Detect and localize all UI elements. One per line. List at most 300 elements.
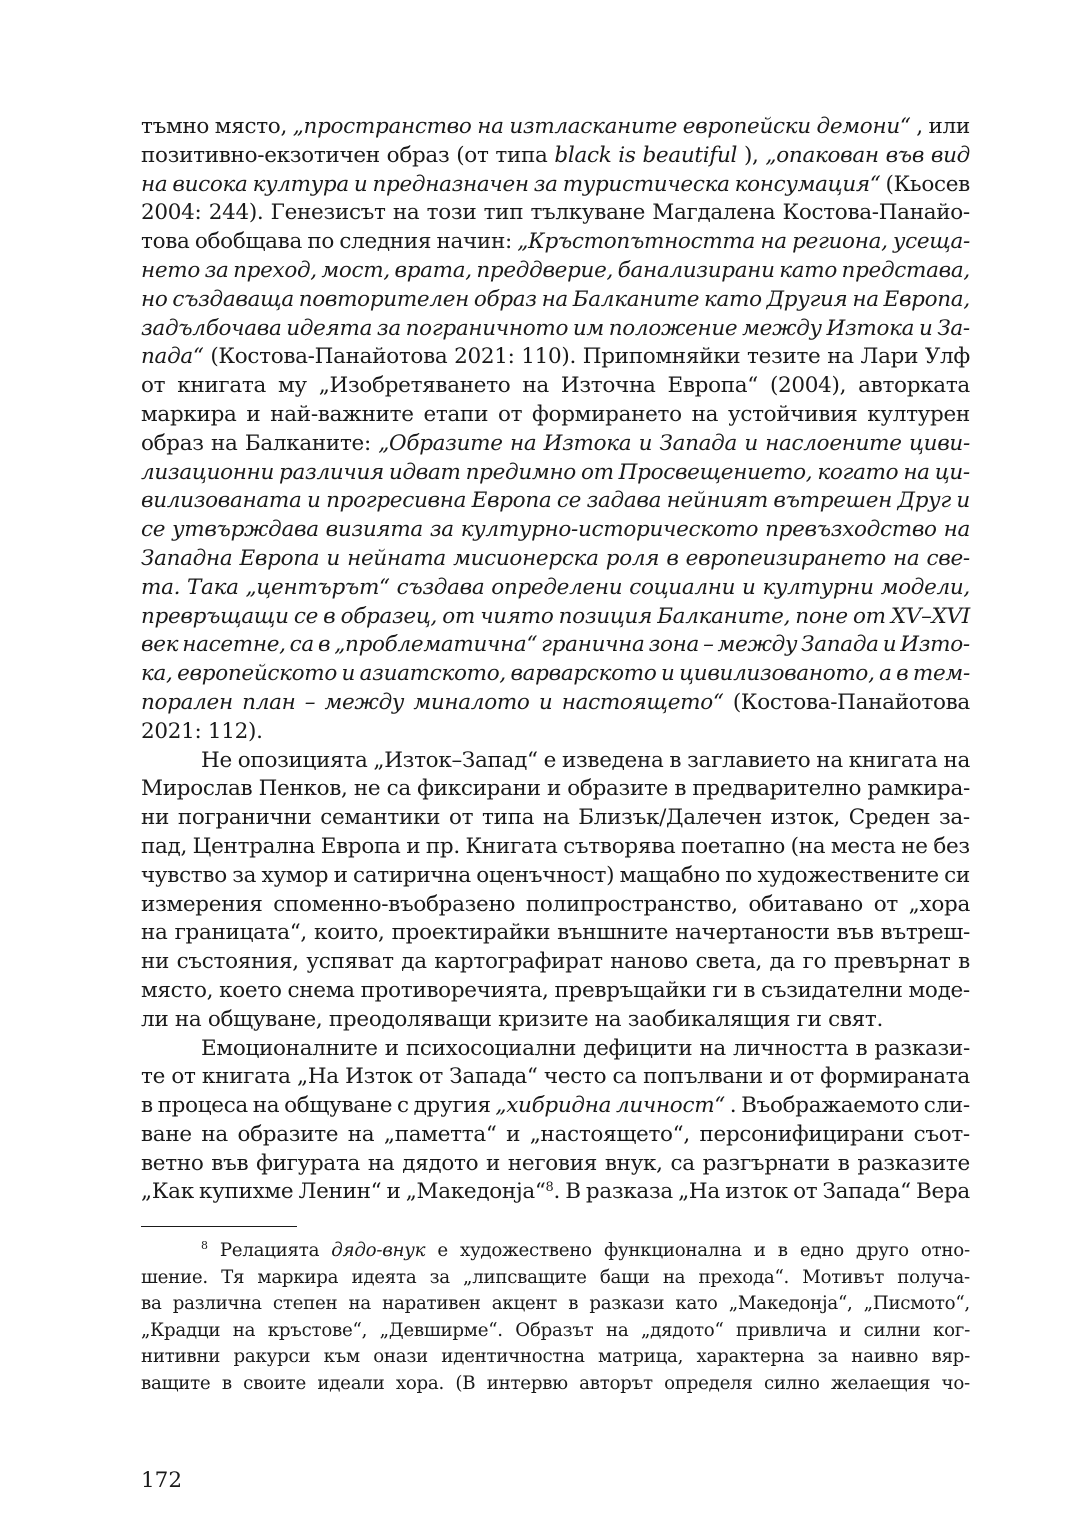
body-word: света, bbox=[695, 949, 763, 975]
body-line bbox=[141, 775, 970, 804]
body-word: на bbox=[541, 286, 568, 312]
footnote-word: на bbox=[232, 1319, 256, 1341]
body-line bbox=[141, 315, 970, 344]
body-word: висока bbox=[172, 171, 248, 197]
footnote-word: „Писмото“, bbox=[863, 1293, 970, 1314]
body-word: да bbox=[769, 949, 796, 975]
body-line bbox=[141, 833, 970, 862]
body-word: в bbox=[855, 1035, 868, 1061]
body-word: в bbox=[317, 632, 331, 658]
body-word: Емоционалните bbox=[201, 1035, 378, 1061]
body-word: вътрешен bbox=[773, 488, 892, 514]
body-word: на bbox=[943, 517, 970, 543]
body-word: предварително bbox=[692, 776, 862, 802]
footnote-line bbox=[141, 1344, 970, 1371]
body-word: Друг bbox=[897, 488, 951, 514]
body-word: и bbox=[386, 1179, 401, 1205]
footnote-word: желаещия bbox=[831, 1372, 931, 1394]
body-word: на bbox=[903, 459, 930, 485]
footnote-word: Образът bbox=[515, 1319, 594, 1341]
body-word: общуване, bbox=[207, 1006, 323, 1032]
body-word: разгърнати bbox=[702, 1150, 830, 1176]
body-word: демони“ bbox=[816, 114, 911, 139]
body-word: на bbox=[201, 1121, 228, 1147]
body-word: заглавието bbox=[687, 747, 811, 773]
body-word: региона, bbox=[792, 229, 888, 255]
body-line bbox=[141, 171, 970, 200]
body-word: често bbox=[543, 1064, 607, 1090]
body-line bbox=[141, 401, 970, 430]
body-word: Улф bbox=[924, 344, 970, 370]
body-word: мост, bbox=[321, 257, 390, 283]
body-word: Припомняйки bbox=[582, 344, 741, 370]
body-word: „На bbox=[297, 1064, 339, 1090]
footnote-word: на bbox=[348, 1293, 371, 1314]
body-word: порален bbox=[141, 689, 233, 715]
footnote-word: Мотивът bbox=[802, 1266, 885, 1288]
body-word: културен bbox=[867, 401, 970, 427]
body-word: пада“ bbox=[141, 344, 204, 370]
footnote-word: идеята bbox=[351, 1266, 417, 1288]
footnote-word: определя bbox=[664, 1372, 753, 1394]
body-word: противоречията, bbox=[360, 977, 549, 1003]
body-word: (на bbox=[790, 833, 826, 859]
body-word: между bbox=[324, 689, 405, 715]
footnote-word: ког- bbox=[932, 1319, 970, 1341]
body-word: изток bbox=[725, 1179, 788, 1205]
body-word: Не bbox=[201, 747, 232, 773]
body-word: между bbox=[742, 315, 822, 341]
body-word: 2021: bbox=[454, 344, 515, 370]
word-with-marker bbox=[406, 1178, 560, 1207]
body-word: свят. bbox=[828, 1006, 884, 1032]
body-word: са bbox=[386, 776, 411, 802]
footnote-word: вяр- bbox=[931, 1346, 970, 1367]
footnote-word: матрица, bbox=[598, 1346, 684, 1367]
body-word: на bbox=[760, 229, 787, 255]
body-word: общуване bbox=[284, 1093, 393, 1119]
body-word: изведена bbox=[561, 747, 664, 773]
footnote-word: към bbox=[323, 1346, 360, 1367]
body-word: Изтока bbox=[826, 315, 915, 341]
body-word: са bbox=[670, 1150, 695, 1176]
body-word: или bbox=[928, 114, 970, 139]
footnote-word: ващите bbox=[141, 1372, 211, 1394]
footnote-word: друго bbox=[856, 1240, 909, 1261]
footnote-word: Релацията bbox=[219, 1240, 320, 1261]
body-word: Пенков, bbox=[258, 776, 348, 802]
body-word: на bbox=[509, 430, 537, 456]
body-word: консумация“ bbox=[734, 171, 881, 197]
footnote-8 bbox=[141, 1238, 970, 1397]
body-word: книгата bbox=[177, 373, 266, 399]
footnote-word: бащи bbox=[599, 1266, 650, 1288]
body-word: план bbox=[242, 689, 296, 715]
body-word: книгата bbox=[848, 747, 938, 773]
body-word: (от bbox=[456, 142, 489, 168]
body-word: на bbox=[392, 200, 420, 226]
footnote-word: идеали bbox=[317, 1372, 385, 1394]
body-word: образите bbox=[567, 776, 669, 802]
body-word: в bbox=[896, 661, 909, 687]
body-word: врата, bbox=[394, 257, 472, 283]
body-word: му bbox=[277, 373, 307, 399]
body-word: на bbox=[827, 344, 854, 370]
body-word: Запада bbox=[659, 430, 738, 456]
body-word: споменно-въобразено bbox=[273, 891, 516, 917]
footnote-word: за bbox=[817, 1346, 838, 1367]
body-word: и bbox=[769, 1064, 784, 1090]
body-word: личността bbox=[732, 1035, 849, 1061]
body-word: формираната bbox=[820, 1064, 970, 1090]
body-word: като bbox=[704, 286, 762, 312]
body-word: от bbox=[141, 373, 166, 399]
body-word: Запада“ bbox=[449, 1064, 538, 1090]
body-word: чиято bbox=[480, 603, 554, 629]
body-word: в bbox=[837, 1150, 850, 1176]
body-word: За- bbox=[937, 315, 970, 341]
body-word: Балканите: bbox=[244, 430, 371, 456]
body-word: се bbox=[556, 488, 582, 514]
footnote-word: е bbox=[437, 1240, 448, 1261]
body-word: и bbox=[661, 661, 675, 687]
body-word: и bbox=[538, 689, 553, 715]
body-line bbox=[141, 718, 970, 747]
body-word: is bbox=[618, 142, 636, 168]
body-word: на bbox=[174, 1006, 202, 1032]
footnote-word: привлича bbox=[736, 1319, 827, 1341]
body-word: мащабно bbox=[619, 862, 721, 888]
body-word: другия bbox=[413, 1093, 491, 1119]
body-word: на bbox=[699, 1035, 726, 1061]
body-word: прогресивна bbox=[326, 488, 467, 514]
body-word: заобикалящия bbox=[627, 1006, 791, 1032]
footnote-word: степен bbox=[272, 1293, 338, 1314]
body-word: ли bbox=[141, 1006, 169, 1032]
footnote-word: интервю bbox=[486, 1372, 568, 1394]
body-line bbox=[141, 1092, 970, 1121]
body-word: това bbox=[141, 229, 190, 255]
body-word: изтласканите bbox=[509, 114, 678, 139]
body-word: „настоящето“, bbox=[529, 1121, 690, 1147]
body-word: културно-историческото bbox=[460, 517, 759, 543]
body-word: от bbox=[442, 603, 476, 629]
body-word: за bbox=[429, 517, 454, 543]
body-word: „Изобретяването bbox=[318, 373, 511, 399]
body-word: художествените bbox=[757, 862, 939, 888]
body-word: неговия bbox=[507, 1150, 598, 1176]
body-word: в bbox=[669, 747, 682, 773]
footnote-line bbox=[141, 1291, 970, 1318]
body-word: внук, bbox=[604, 1150, 663, 1176]
body-word: положение bbox=[608, 315, 738, 341]
body-word: социални bbox=[629, 574, 736, 600]
body-word: в bbox=[323, 603, 336, 629]
footnote-word: на bbox=[605, 1319, 629, 1341]
body-line bbox=[141, 228, 970, 257]
body-word: Европа bbox=[471, 488, 552, 514]
footnote-word: кръстове“, bbox=[267, 1319, 368, 1341]
footnote-word: своите bbox=[243, 1372, 306, 1394]
footnote-word: силни bbox=[863, 1319, 921, 1341]
footnote-word: получа- bbox=[897, 1266, 970, 1288]
body-word: циви- bbox=[908, 430, 970, 456]
body-line bbox=[141, 286, 970, 315]
footnote-word: идентичностна bbox=[441, 1346, 585, 1367]
body-word: на bbox=[893, 545, 920, 571]
body-word: от bbox=[852, 603, 886, 629]
body-word: пр. bbox=[425, 833, 460, 859]
body-word: Балканите, bbox=[657, 603, 791, 629]
footnote-word: отно- bbox=[920, 1240, 970, 1261]
body-word: личност“ bbox=[615, 1093, 725, 1119]
body-word: предимно bbox=[465, 459, 576, 485]
body-word: нето bbox=[141, 257, 201, 283]
body-word: чувство bbox=[141, 862, 227, 888]
body-word: превъзходство bbox=[765, 517, 937, 543]
body-word: са bbox=[289, 632, 314, 658]
body-word: културни bbox=[762, 574, 874, 600]
body-word: без bbox=[933, 833, 970, 859]
body-line bbox=[141, 372, 970, 401]
body-word: картографират bbox=[434, 949, 603, 975]
body-word: ване bbox=[141, 1121, 192, 1147]
body-word: зона bbox=[648, 632, 700, 658]
body-word: от bbox=[418, 1064, 443, 1090]
body-word: Мирослав bbox=[141, 776, 253, 802]
body-word: по bbox=[307, 229, 335, 255]
body-word: „хора bbox=[908, 891, 970, 917]
body-word: вид bbox=[930, 142, 970, 168]
body-line bbox=[141, 1063, 970, 1092]
body-word: не bbox=[901, 833, 928, 859]
body-word: „Как bbox=[141, 1179, 194, 1205]
footnote-word: в bbox=[221, 1372, 232, 1394]
body-word: „Кръстопътността bbox=[517, 229, 756, 255]
body-line bbox=[141, 545, 970, 574]
body-word: и bbox=[333, 862, 348, 888]
body-word: усеща- bbox=[892, 229, 970, 255]
body-word: ци- bbox=[934, 459, 970, 485]
body-word: и bbox=[246, 401, 261, 427]
body-word: Костова-Панайо- bbox=[782, 200, 970, 226]
body-word: персонифицирани bbox=[699, 1121, 905, 1147]
body-line bbox=[141, 574, 970, 603]
body-word: Близък/Далечен bbox=[578, 805, 762, 831]
body-word: сли- bbox=[923, 1093, 970, 1119]
body-word: Лари bbox=[860, 344, 919, 370]
body-word: създава bbox=[396, 574, 485, 600]
body-word: Западна bbox=[141, 545, 233, 571]
body-word: 2021: bbox=[141, 718, 202, 744]
body-word: от bbox=[789, 1064, 814, 1090]
body-word: и bbox=[744, 430, 758, 456]
footnote-word: в bbox=[777, 1240, 788, 1261]
body-word: XV–XVI bbox=[890, 603, 970, 629]
body-word: азиатското, bbox=[359, 661, 506, 687]
body-word: и bbox=[546, 776, 561, 802]
body-word: формирането bbox=[532, 401, 682, 427]
body-word: опозицията bbox=[237, 747, 368, 773]
body-word: идват bbox=[388, 459, 461, 485]
page-number: 172 bbox=[141, 1468, 183, 1493]
body-word: типа bbox=[495, 142, 548, 168]
footnote-word: „дядото“ bbox=[640, 1319, 724, 1341]
body-word: на bbox=[211, 430, 238, 456]
body-word: превръщайки bbox=[554, 977, 707, 1003]
body-word: и bbox=[307, 488, 321, 514]
footnote-word: наративен bbox=[382, 1293, 481, 1314]
body-line bbox=[141, 948, 970, 977]
body-word: настоящето“ bbox=[561, 689, 724, 715]
body-word: и bbox=[918, 315, 933, 341]
body-word: външните bbox=[557, 920, 669, 946]
body-line bbox=[141, 1178, 970, 1207]
footnote-word: „липсващите bbox=[463, 1266, 587, 1288]
footnote-word: за bbox=[429, 1266, 450, 1288]
body-word: превърнат bbox=[833, 949, 951, 975]
body-word: повторителен bbox=[298, 286, 470, 312]
body-word: от bbox=[171, 1064, 196, 1090]
body-word: в bbox=[674, 776, 687, 802]
body-word: е bbox=[543, 747, 557, 773]
body-word: се bbox=[141, 517, 166, 543]
body-word: Среден bbox=[848, 805, 931, 831]
body-word: преддверие, bbox=[476, 257, 614, 283]
body-word: Така bbox=[187, 574, 239, 600]
footnote-word: дядо-внук bbox=[331, 1240, 426, 1261]
body-line bbox=[141, 1150, 970, 1179]
footnote-word: шение. bbox=[141, 1266, 208, 1288]
body-word: миналото bbox=[413, 689, 530, 715]
body-word: на bbox=[367, 1150, 395, 1176]
footnote-word: на bbox=[662, 1266, 686, 1288]
footnote-word: маркира bbox=[257, 1266, 339, 1288]
body-word: ги bbox=[796, 1006, 822, 1032]
body-word: дефицити bbox=[583, 1035, 693, 1061]
body-word: от bbox=[497, 401, 523, 427]
body-word: и bbox=[353, 171, 368, 197]
body-word bbox=[546, 1178, 554, 1210]
body-word: обитавано bbox=[748, 891, 863, 917]
body-word: места bbox=[830, 833, 896, 859]
body-word: попълвани bbox=[643, 1064, 763, 1090]
body-word: Магдалена bbox=[652, 200, 776, 226]
body-word: на bbox=[347, 1121, 375, 1147]
body-word: . bbox=[553, 1179, 560, 1205]
body-word: между bbox=[717, 632, 798, 658]
body-word: black bbox=[554, 142, 612, 168]
body-word: проектирайки bbox=[391, 920, 551, 946]
body-word: (Костова-Панайотова bbox=[210, 344, 448, 370]
body-word: и bbox=[882, 632, 897, 658]
body-word: преход, bbox=[233, 257, 317, 283]
body-word: и bbox=[341, 661, 356, 687]
footnote-word: „Девширме“. bbox=[379, 1319, 503, 1341]
body-word: границата“, bbox=[174, 920, 307, 946]
body-word: начин: bbox=[436, 229, 512, 255]
body-word: В bbox=[565, 1179, 581, 1205]
footnote-word: характерна bbox=[696, 1346, 805, 1367]
body-word: наслоените bbox=[765, 430, 902, 456]
body-word: нейният bbox=[666, 488, 768, 514]
footnote-line bbox=[141, 1371, 970, 1398]
body-word: . bbox=[729, 1093, 737, 1119]
body-word: тъмно bbox=[141, 114, 210, 139]
body-word: представа, bbox=[841, 257, 970, 283]
body-word: място, bbox=[214, 114, 287, 139]
body-word: процеса bbox=[157, 1093, 248, 1119]
body-word: 244). bbox=[208, 200, 264, 226]
body-word: образ bbox=[141, 430, 204, 456]
body-word: „хибридна bbox=[495, 1093, 612, 1119]
footnote-word: „Македонја“, bbox=[728, 1293, 853, 1314]
footnote-separator bbox=[141, 1226, 297, 1227]
body-word: на bbox=[943, 747, 970, 773]
footnote-word: нитивни bbox=[141, 1346, 221, 1367]
body-word: ), bbox=[743, 142, 759, 168]
body-line bbox=[141, 487, 970, 516]
footnote-line bbox=[141, 1265, 970, 1292]
body-line bbox=[141, 862, 970, 891]
footnote-word: Тя bbox=[221, 1266, 245, 1288]
body-word: нейната bbox=[347, 545, 446, 571]
body-word: век bbox=[141, 632, 179, 658]
body-word: Европа, bbox=[883, 286, 970, 312]
body-word: във bbox=[836, 920, 874, 946]
body-word: в bbox=[958, 949, 970, 975]
body-word: във bbox=[885, 142, 925, 168]
body-line bbox=[141, 430, 970, 459]
body-word: идеята bbox=[286, 315, 373, 341]
body-line bbox=[141, 977, 970, 1006]
body-line bbox=[141, 747, 970, 776]
body-word: моде- bbox=[908, 977, 970, 1003]
body-word: обобщава bbox=[194, 229, 302, 255]
body-word: сатирична bbox=[353, 862, 471, 888]
body-word: та. bbox=[141, 574, 181, 600]
body-word: Генезисът bbox=[270, 200, 386, 226]
body-word: на bbox=[522, 373, 549, 399]
body-word: задава bbox=[586, 488, 662, 514]
body-word: „Образите bbox=[378, 430, 503, 456]
body-word: (Костова-Панайотова bbox=[732, 689, 970, 715]
body-word: роля bbox=[605, 545, 660, 571]
body-word: не bbox=[353, 776, 381, 802]
body-word: 110). bbox=[521, 344, 577, 370]
body-word: и bbox=[956, 488, 970, 514]
footnote-word: онази bbox=[373, 1346, 428, 1367]
body-word: варварското bbox=[510, 661, 657, 687]
footnote-word: чо- bbox=[941, 1372, 970, 1394]
body-word: и bbox=[638, 430, 653, 456]
body-word: им bbox=[572, 315, 604, 341]
body-word: наново bbox=[610, 949, 688, 975]
body-word: а bbox=[879, 661, 892, 687]
body-word: , bbox=[916, 114, 923, 139]
body-word: разказите bbox=[857, 1150, 970, 1176]
body-line bbox=[141, 631, 970, 660]
body-word: „паметта“ bbox=[383, 1121, 497, 1147]
body-word: „проблематична“ bbox=[334, 632, 538, 658]
body-word: етапи bbox=[423, 401, 489, 427]
body-word: модели, bbox=[880, 574, 970, 600]
body-line bbox=[141, 459, 970, 488]
body-line bbox=[141, 804, 970, 833]
footnote-word: акцент bbox=[491, 1293, 558, 1314]
footnote-word: функционална bbox=[603, 1240, 742, 1261]
footnote-word: прехода“. bbox=[698, 1266, 790, 1288]
